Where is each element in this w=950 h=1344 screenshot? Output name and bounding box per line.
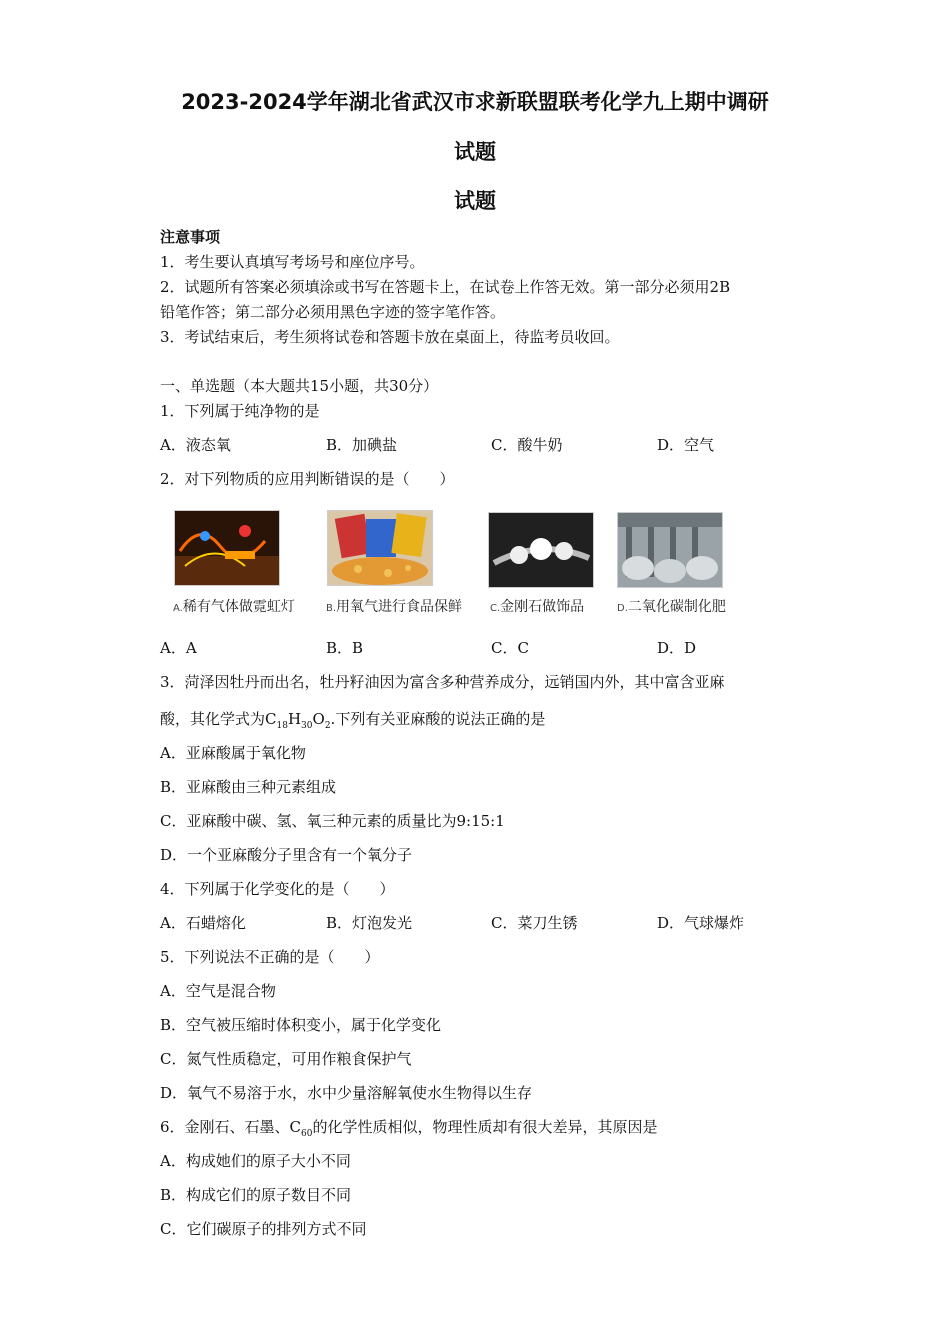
page-subtitle: 试题 <box>454 189 496 213</box>
q4-option-a[interactable]: A．石蜡熔化 <box>160 914 246 932</box>
note-item: 铅笔作答；第二部分必须用黑色字迹的签字笔作答。 <box>160 303 506 321</box>
page-title-line2: 试题 <box>454 140 496 164</box>
image-caption-a: A.稀有气体做霓虹灯 <box>173 599 295 615</box>
question-3-stem: 3．菏泽因牡丹而出名，牡丹籽油因为富含多种营养成分，远销国内外，其中富含亚麻 <box>160 673 725 691</box>
q2-option-c[interactable]: C．C <box>491 639 529 657</box>
notes-heading: 注意事项 <box>160 228 221 246</box>
diamond-ring-image <box>488 512 594 588</box>
image-caption-c: C.金刚石做饰品 <box>490 599 585 615</box>
q3-option-a[interactable]: A．亚麻酸属于氧化物 <box>160 744 306 762</box>
image-caption-d: D.二氧化碳制化肥 <box>617 599 726 615</box>
q6-option-b[interactable]: B．构成它们的原子数目不同 <box>160 1186 352 1204</box>
q4-option-d[interactable]: D．气球爆炸 <box>657 914 745 932</box>
chemical-formula: $C_{18}H_{30}O_2$ <box>265 710 331 731</box>
q5-option-a[interactable]: A．空气是混合物 <box>160 982 276 1000</box>
q1-option-c[interactable]: C．酸牛奶 <box>491 436 563 454</box>
q6-option-a[interactable]: A．构成她们的原子大小不同 <box>160 1152 351 1170</box>
q1-option-a[interactable]: A．液态氧 <box>160 436 231 454</box>
neon-lights-image <box>174 510 280 586</box>
note-item: 3．考试结束后，考生须将试卷和答题卡放在桌面上，待监考员收回。 <box>160 328 620 346</box>
fertilizer-tanks-image <box>617 512 723 588</box>
image-caption-b: B.用氧气进行食品保鲜 <box>326 599 463 615</box>
question-5-stem: 5．下列说法不正确的是（ ） <box>160 948 380 966</box>
page-title: 2023-2024学年湖北省武汉市求新联盟联考化学九上期中调研 <box>181 90 769 114</box>
section-heading: 一、单选题（本大题共15小题，共30分） <box>160 377 439 395</box>
question-6-stem: 6．金刚石、石墨、$C_{60}$的化学性质相似，物理性质却有很大差异，其原因是 <box>160 1118 658 1139</box>
question-4-stem: 4．下列属于化学变化的是（ ） <box>160 880 395 898</box>
question-3-stem-cont: 酸，其化学式为$C_{18}H_{30}O_2$.下列有关亚麻酸的说法正确的是 <box>160 710 546 731</box>
question-1-stem: 1．下列属于纯净物的是 <box>160 402 320 420</box>
note-item: 2．试题所有答案必须填涂或书写在答题卡上，在试卷上作答无效。第一部分必须用2B <box>160 278 731 296</box>
q5-option-c[interactable]: C．氮气性质稳定，可用作粮食保护气 <box>160 1050 412 1068</box>
q4-option-b[interactable]: B．灯泡发光 <box>326 914 413 932</box>
q5-option-b[interactable]: B．空气被压缩时体积变小，属于化学变化 <box>160 1016 442 1034</box>
q3-option-c[interactable]: C．亚麻酸中碳、氢、氧三种元素的质量比为9:15:1 <box>160 812 505 830</box>
q1-option-d[interactable]: D．空气 <box>657 436 715 454</box>
snack-food-image <box>327 510 433 586</box>
q4-option-c[interactable]: C．菜刀生锈 <box>491 914 578 932</box>
question-2-stem: 2．对下列物质的应用判断错误的是（ ） <box>160 470 455 488</box>
q5-option-d[interactable]: D．氧气不易溶于水，水中少量溶解氧使水生物得以生存 <box>160 1084 533 1102</box>
q1-option-b[interactable]: B．加碘盐 <box>326 436 398 454</box>
q2-option-a[interactable]: A．A <box>160 639 197 657</box>
note-item: 1．考生要认真填写考场号和座位序号。 <box>160 253 425 271</box>
q2-option-d[interactable]: D．D <box>657 639 697 657</box>
q6-option-c[interactable]: C．它们碳原子的排列方式不同 <box>160 1220 367 1238</box>
q3-option-d[interactable]: D．一个亚麻酸分子里含有一个氧分子 <box>160 846 413 864</box>
q2-option-b[interactable]: B．B <box>326 639 364 657</box>
q3-option-b[interactable]: B．亚麻酸由三种元素组成 <box>160 778 337 796</box>
